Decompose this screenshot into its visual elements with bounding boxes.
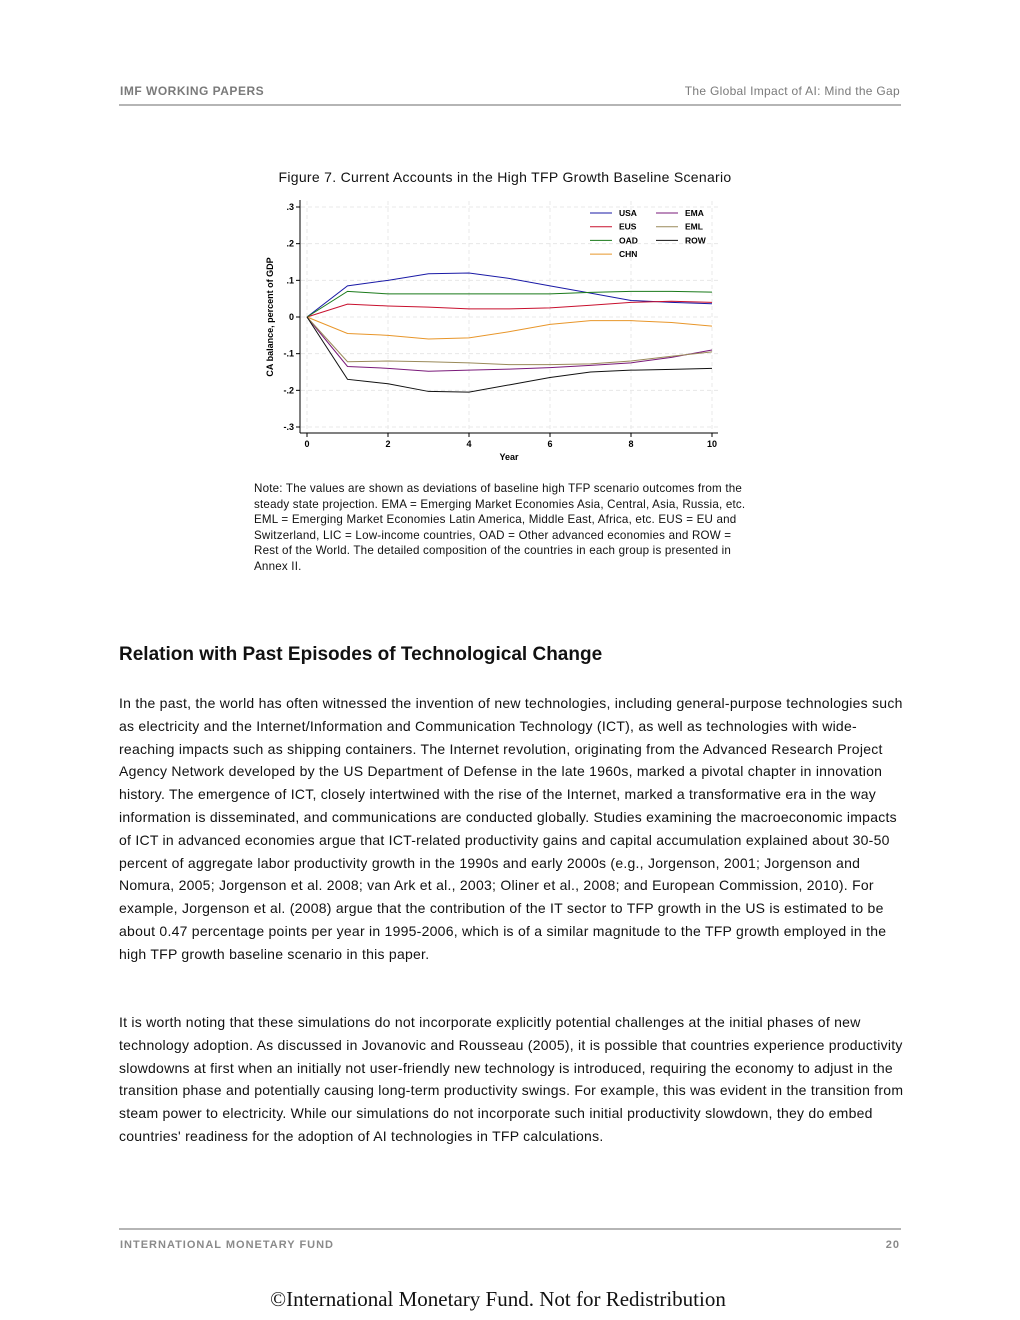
series-line-row <box>307 317 712 392</box>
x-axis-label: Year <box>499 452 519 462</box>
footer-org: INTERNATIONAL MONETARY FUND <box>120 1239 334 1251</box>
x-tick-label: 2 <box>385 439 391 449</box>
y-tick-label: -.2 <box>283 385 294 396</box>
y-tick-label: .2 <box>286 238 294 249</box>
series-line-eml <box>307 317 712 365</box>
paragraph-2: It is worth noting that these simulations do not incorporate explicitly potential challenges at the initial phases of new technology adoption. As discussed in Jovanovic and Rousseau (2005), it is possible that countries experience productivity slowdowns at first when an initially not user-friendly new technology is introduced, requiring the economy to adjust in the transition phase and potentially causing long-term productivity swings. For example, this was evident in the transition from steam power to electricity. While our simulations do not incorporate such initial productivity slowdown, they do embed countries' readiness for the adoption of AI technologies in TFP calculations. <box>119 1014 904 1144</box>
header-title: The Global Impact of AI: Mind the Gap <box>684 84 900 98</box>
figure-note: Note: The values are shown as deviations of baseline high TFP scenario outcomes from the steady state projection. EMA = Emerging Market Economies Asia, Central, Asia, Russia, etc. EML = Emerging Market Economies Latin America, Middle East, Africa, etc. EUS = EU and Switzerland, LIC = Low-income countries, OAD = Other advanced economies and ROW = Rest of the World. The detailed composition of the countries in each group is presented in Annex II. <box>254 482 746 573</box>
section-heading: Relation with Past Episodes of Technological Change <box>119 644 603 665</box>
x-tick-label: 4 <box>466 439 472 449</box>
page-number: 20 <box>885 1239 900 1251</box>
series-line-eus <box>307 301 712 317</box>
legend-label-ema: EMA <box>685 208 704 218</box>
x-tick-label: 10 <box>706 439 718 449</box>
y-tick-label: 0 <box>288 312 294 322</box>
series-line-ema <box>307 317 712 371</box>
legend-label-row: ROW <box>685 235 706 246</box>
legend-label-chn: CHN <box>619 249 638 260</box>
page-footer <box>119 1228 901 1251</box>
series-line-chn <box>307 317 712 339</box>
figure-title: Figure 7. Current Accounts in the High TFP Growth Baseline Scenario <box>278 169 732 185</box>
legend-label-eml: EML <box>685 221 703 232</box>
page-header <box>119 84 901 106</box>
y-axis-label: CA balance, percent of GDP <box>265 257 275 377</box>
legend-label-oad: OAD <box>619 235 638 246</box>
x-tick-label: 6 <box>547 439 553 449</box>
legend-label-usa: USA <box>619 208 637 218</box>
line-chart <box>260 195 730 465</box>
y-tick-label: .1 <box>286 275 294 286</box>
x-tick-label: 0 <box>304 439 310 449</box>
series-line-usa <box>307 273 712 317</box>
x-tick-label: 8 <box>628 439 634 449</box>
series-line-oad <box>307 291 712 317</box>
copyright-notice: ©International Monetary Fund. Not for Redistribution <box>270 1287 726 1311</box>
legend-label-eus: EUS <box>619 221 637 232</box>
header-series: IMF WORKING PAPERS <box>120 84 265 98</box>
y-tick-label: -.1 <box>283 348 294 359</box>
paragraph-1: In the past, the world has often witnessed the invention of new technologies, including general-purpose technologies such as electricity and the Internet/Information and Communication Technology (ICT), as well as technologies with wide-reaching impacts such as shipping containers. The Internet revolution, originating from the Advanced Research Project Agency Network developed by the US Department of Defense in the late 1960s, marked a pivotal chapter in innovation history. The emergence of ICT, closely intertwined with the rise of the Internet, marked a transformative era in the way information is disseminated, and communications are conducted globally. Studies examining the macroeconomic impacts of ICT in advanced economies argue that ICT-related productivity gains and capital accumulation explained about 30-50 percent of aggregate labor productivity growth in the 1990s and early 2000s (e.g., Jorgenson, 2001; Jorgenson and Nomura, 2005; Jorgenson et al. 2008; van Ark et al., 2003; Oliner et al., 2008; and European Commission, 2010). For example, Jorgenson et al. (2008) argue that the contribution of the IT sector to TFP growth in the US is estimated to be about 0.47 percentage points per year in 1995-2006, which is of a similar magnitude to the TFP growth employed in the high TFP growth baseline scenario in this paper. <box>119 695 903 962</box>
y-tick-label: -.3 <box>283 422 294 432</box>
y-tick-label: .3 <box>286 202 294 212</box>
